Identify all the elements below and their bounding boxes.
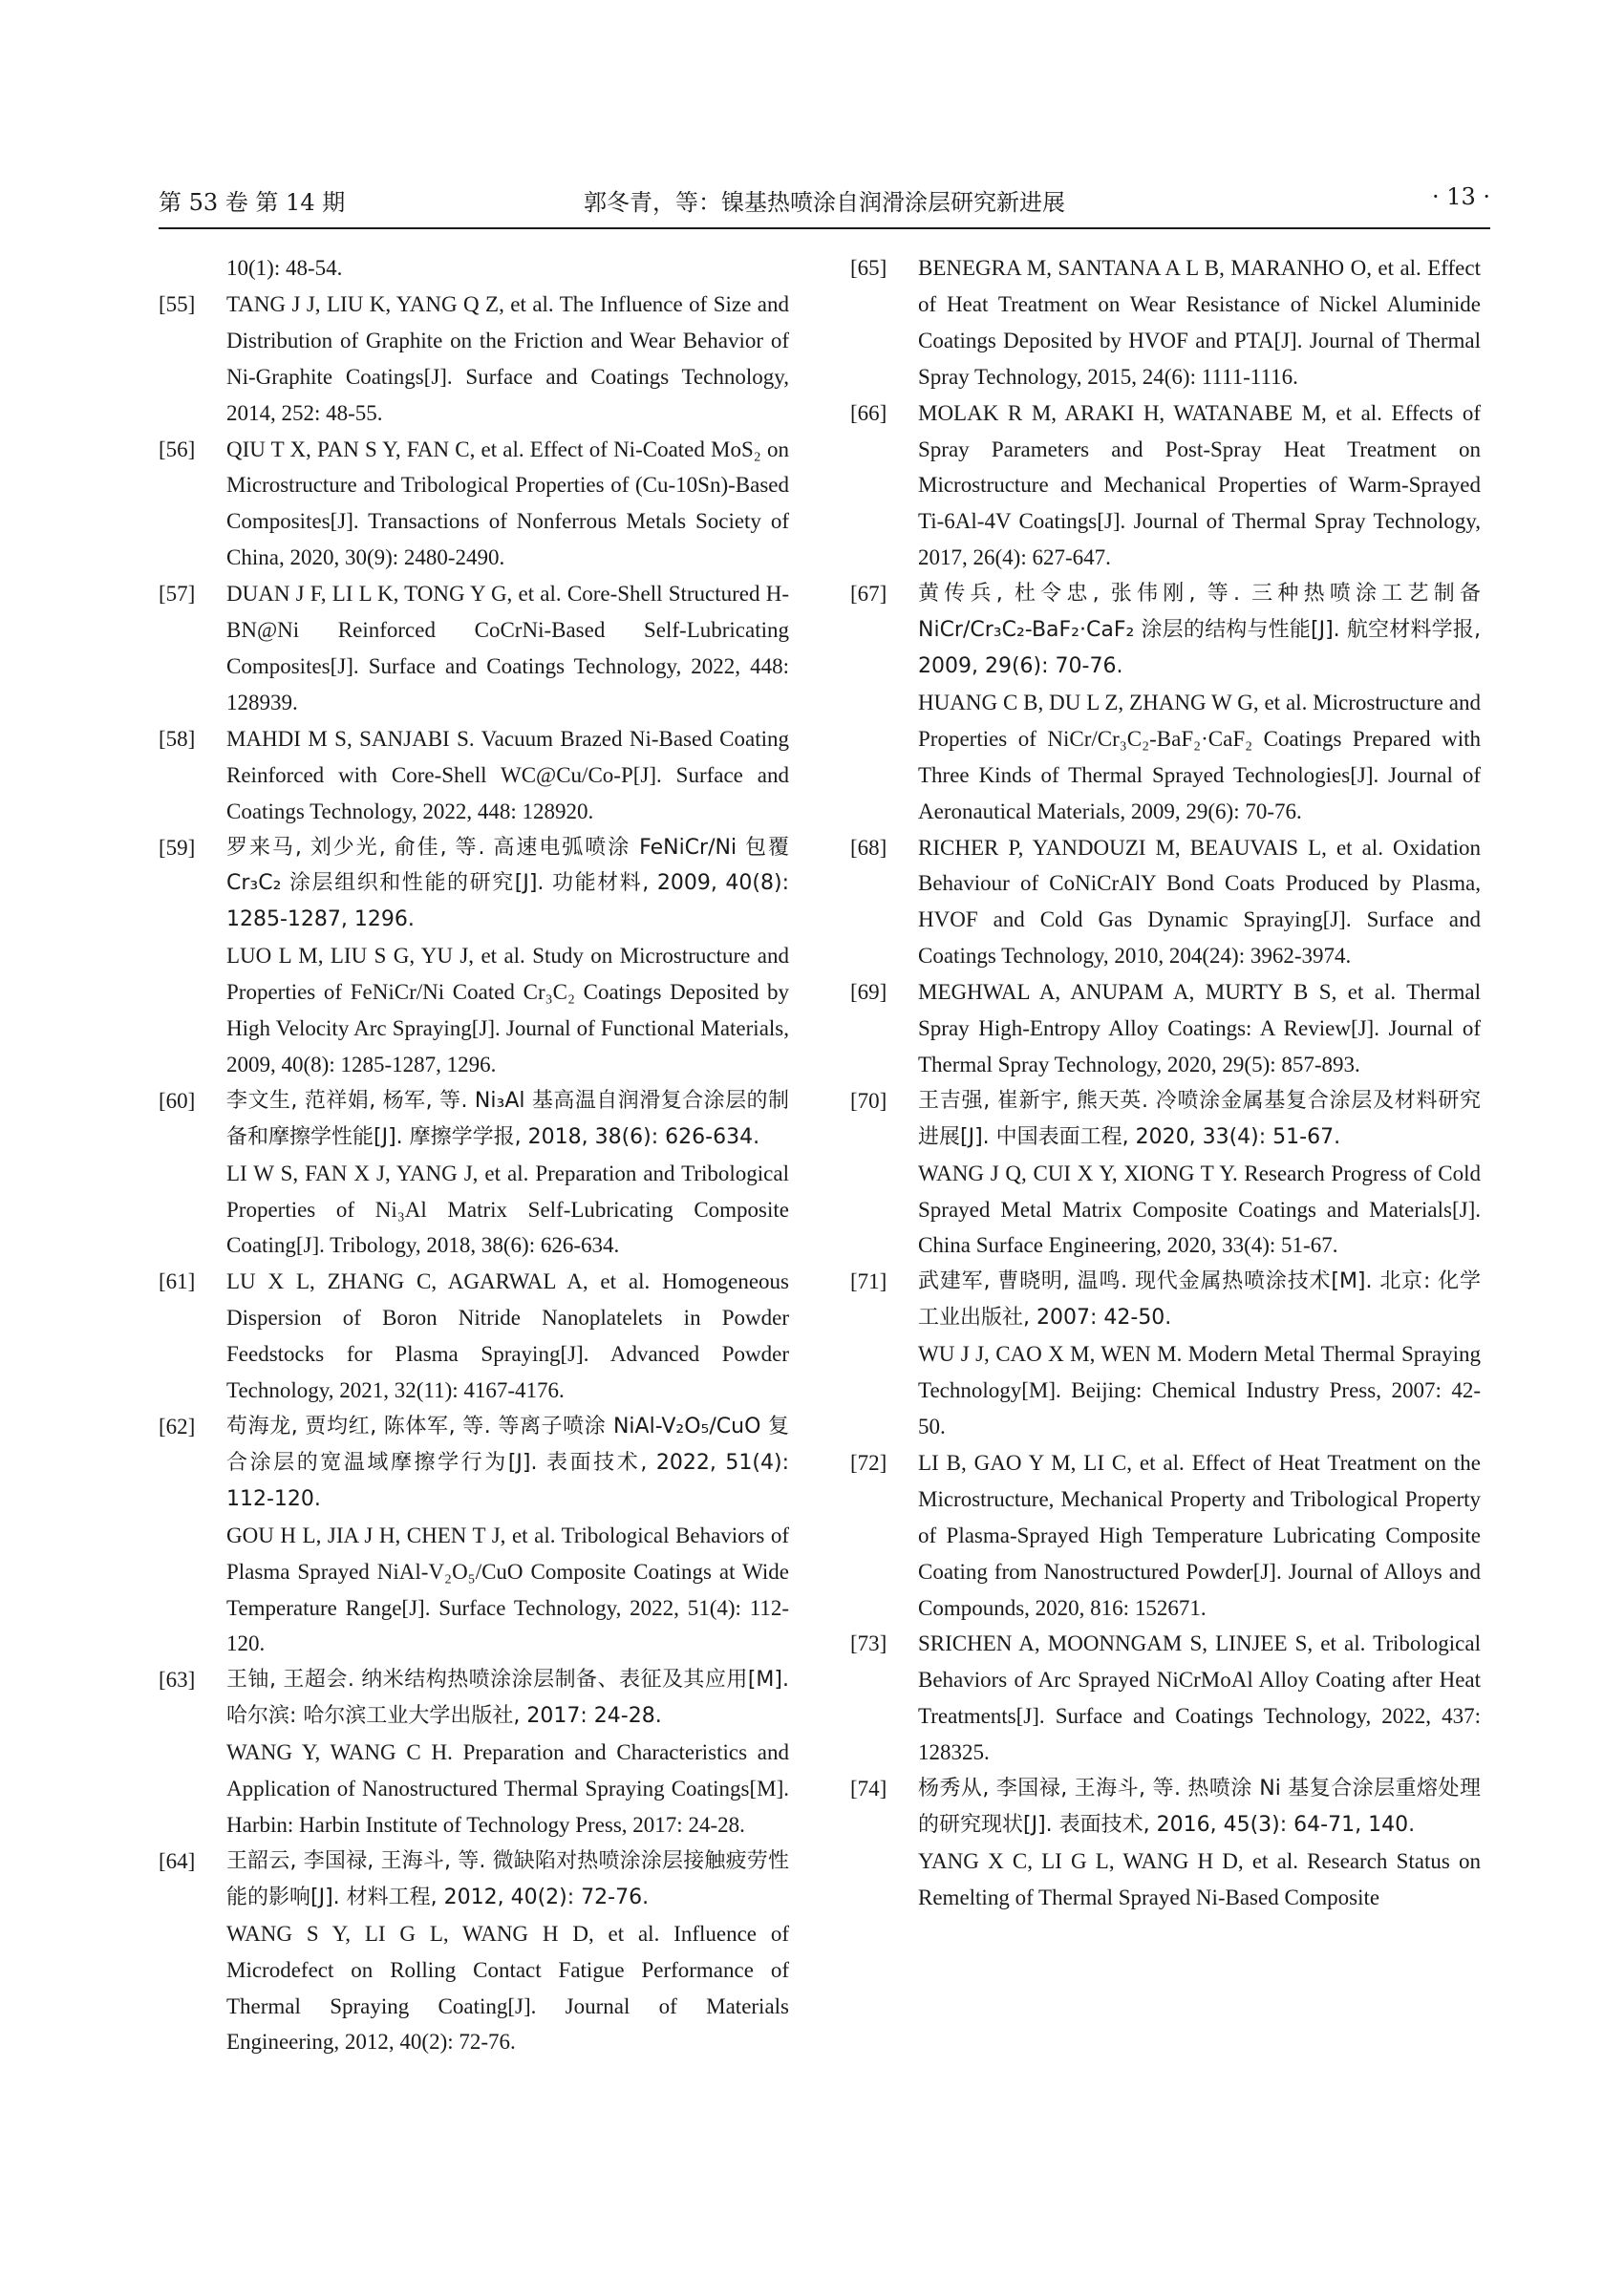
- reference-item: [159, 1409, 789, 1662]
- reference-item: [159, 1264, 789, 1409]
- running-title: 郭冬青，等：镍基热喷涂自润滑涂层研究新进展: [584, 189, 1065, 216]
- reference-text-chinese: 罗来马, 刘少光, 俞佳, 等. 高速电弧喷涂 FeNiCr/Ni 包覆 Cr₃C₂ 涂层组织和性能的研究[J]. 功能材料, 2009, 40(8): 1285-1287, 1296.: [226, 835, 789, 932]
- reference-text-english: HUANG C B, DU L Z, ZHANG W G, et al. Microstructure and Properties of NiCr/Cr₃C₂-BaF₂·CaF₂ Coatings Prepared with Three Kinds of Thermal Sprayed Technologies[J]. Journal of Aeronautical Materials, 2009, 29(6): 70-76.: [918, 690, 1481, 823]
- reference-number: [65]: [850, 256, 887, 280]
- reference-item: [850, 1445, 1481, 1627]
- reference-text-chinese: 王韶云, 李国禄, 王海斗, 等. 微缺陷对热喷涂涂层接触疲劳性能的影响[J]. 材料工程, 2012, 40(2): 72-76.: [226, 1848, 789, 1909]
- reference-number: [68]: [850, 835, 887, 860]
- reference-number: [63]: [159, 1668, 196, 1693]
- reference-item: [850, 1264, 1481, 1445]
- reference-item: [159, 830, 789, 1083]
- reference-item: [159, 721, 789, 830]
- reference-number: [56]: [159, 437, 196, 461]
- reference-number: [60]: [159, 1088, 196, 1113]
- left-reference-column: [159, 250, 789, 2060]
- reference-text-chinese: 苟海龙, 贾均红, 陈体军, 等. 等离子喷涂 NiAl-V₂O₅/CuO 复合涂层的宽温域摩擦学行为[J]. 表面技术, 2022, 51(4): 112-120.: [226, 1415, 789, 1511]
- reference-text-english: WANG Y, WANG C H. Preparation and Characteristics and Application of Nanostructured Thermal Spraying Coatings[M]. Harbin: Harbin Institute of Technology Press, 2017: 24-28.: [226, 1740, 789, 1837]
- reference-text-english: MOLAK R M, ARAKI H, WATANABE M, et al. Effects of Spray Parameters and Post-Spray Heat Treatment on Microstructure and Mechanical Properties of Warm-Sprayed Ti-6Al-4V Coatings[J]. Journal of Thermal Spray Technology, 2017, 26(4): 627-647.: [918, 400, 1481, 570]
- journal-issue: 第 53 卷 第 14 期: [159, 189, 346, 216]
- reference-item: [850, 830, 1481, 975]
- page-number: · 13 ·: [1431, 183, 1490, 210]
- reference-text-english: WANG S Y, LI G L, WANG H D, et al. Influence of Microdefect on Rolling Contact Fatigue Performance of Thermal Spraying Coating[J]. Journal of Materials Engineering, 2012, 40(2): 72-76.: [226, 1921, 789, 2055]
- reference-text-english: LU X L, ZHANG C, AGARWAL A, et al. Homogeneous Dispersion of Boron Nitride Nanoplatelets in Powder Feedstocks for Plasma Spraying[J]. Advanced Powder Technology, 2021, 32(11): 4167-4176.: [226, 1269, 789, 1403]
- reference-number: [71]: [850, 1269, 887, 1294]
- reference-number: [69]: [850, 980, 887, 1005]
- reference-item: [850, 974, 1481, 1083]
- reference-text-english: DUAN J F, LI L K, TONG Y G, et al. Core-Shell Structured H-BN@Ni Reinforced CoCrNi-Based Self-Lubricating Composites[J]. Surface and Coatings Technology, 2022, 448: 128939.: [226, 582, 789, 714]
- reference-text-english: YANG X C, LI G L, WANG H D, et al. Research Status on Remelting of Thermal Sprayed Ni-Based Composite: [918, 1848, 1481, 1909]
- reference-item: [159, 287, 789, 432]
- reference-number: [74]: [850, 1777, 887, 1801]
- reference-text-chinese: 黄传兵, 杜令忠, 张伟刚, 等. 三种热喷涂工艺制备 NiCr/Cr₃C₂-BaF₂·CaF₂ 涂层的结构与性能[J]. 航空材料学报, 2009, 29(6): 70-76.: [918, 582, 1481, 678]
- reference-item: [159, 250, 789, 287]
- reference-number: [67]: [850, 582, 887, 607]
- reference-item: [850, 1626, 1481, 1771]
- reference-text-english: GOU H L, JIA J H, CHEN T J, et al. Tribological Behaviors of Plasma Sprayed NiAl-V₂O₅/CuO Composite Coatings at Wide Temperature Range[J]. Surface Technology, 2022, 51(4): 112-120.: [226, 1523, 789, 1656]
- reference-item: [850, 1083, 1481, 1265]
- reference-number: [59]: [159, 835, 196, 860]
- reference-item: [159, 1662, 789, 1843]
- right-reference-column: [850, 250, 1481, 1916]
- reference-item: [850, 1771, 1481, 1916]
- reference-text-chinese: 王吉强, 崔新宇, 熊天英. 冷喷涂金属基复合涂层及材料研究进展[J]. 中国表面工程, 2020, 33(4): 51-67.: [918, 1088, 1481, 1149]
- reference-item: [850, 395, 1481, 577]
- reference-number: [70]: [850, 1088, 887, 1113]
- reference-item: [159, 1843, 789, 2060]
- reference-text-chinese: 武建军, 曹晓明, 温鸣. 现代金属热喷涂技术[M]. 北京: 化学工业出版社, 2007: 42-50.: [918, 1269, 1481, 1331]
- reference-item: [159, 432, 789, 577]
- reference-text-english: QIU T X, PAN S Y, FAN C, et al. Effect of Ni-Coated MoS₂ on Microstructure and Tribological Properties of (Cu-10Sn)-Based Composites[J]. Transactions of Nonferrous Metals Society of China, 2020, 30(9): 2480-2490.: [226, 437, 789, 570]
- reference-text-english: LI B, GAO Y M, LI C, et al. Effect of Heat Treatment on the Microstructure, Mechanical Property and Tribological Property of Plasma-Sprayed High Temperature Lubricating Composite Coating from Nanostructured Powder[J]. Journal of Alloys and Compounds, 2020, 816: 152671.: [918, 1450, 1481, 1620]
- reference-text-english: RICHER P, YANDOUZI M, BEAUVAIS L, et al. Oxidation Behaviour of CoNiCrAlY Bond Coats Produced by Plasma, HVOF and Cold Gas Dynamic Spraying[J]. Surface and Coatings Technology, 2010, 204(24): 3962-3974.: [918, 835, 1481, 969]
- reference-item: [850, 250, 1481, 395]
- reference-number: [58]: [159, 726, 196, 751]
- reference-text-english: MEGHWAL A, ANUPAM A, MURTY B S, et al. Thermal Spray High-Entropy Alloy Coatings: A Review[J]. Journal of Thermal Spray Technology, 2020, 29(5): 857-893.: [918, 980, 1481, 1076]
- reference-item: [159, 576, 789, 721]
- reference-text-english: BENEGRA M, SANTANA A L B, MARANHO O, et al. Effect of Heat Treatment on Wear Resistance of Nickel Aluminide Coatings Deposited by HVOF and PTA[J]. Journal of Thermal Spray Technology, 2015, 24(6): 1111-1116.: [918, 256, 1481, 389]
- reference-number: [55]: [159, 291, 196, 316]
- page-header: [159, 180, 1490, 229]
- reference-text-english: WU J J, CAO X M, WEN M. Modern Metal Thermal Spraying Technology[M]. Beijing: Chemical Industry Press, 2007: 42-50.: [918, 1342, 1481, 1438]
- reference-text-chinese: 李文生, 范祥娟, 杨军, 等. Ni₃Al 基高温自润滑复合涂层的制备和摩擦学性能[J]. 摩擦学学报, 2018, 38(6): 626-634.: [226, 1088, 789, 1149]
- reference-text-english: WANG J Q, CUI X Y, XIONG T Y. Research Progress of Cold Sprayed Metal Matrix Composite Coatings and Materials[J]. China Surface Engineering, 2020, 33(4): 51-67.: [918, 1161, 1481, 1258]
- reference-text-chinese: 杨秀从, 李国禄, 王海斗, 等. 热喷涂 Ni 基复合涂层重熔处理的研究现状[J]. 表面技术, 2016, 45(3): 64-71, 140.: [918, 1777, 1481, 1837]
- reference-number: [73]: [850, 1631, 887, 1656]
- reference-number: [61]: [159, 1269, 196, 1294]
- reference-number: [57]: [159, 582, 196, 607]
- reference-text-english: 10(1): 48-54.: [226, 256, 343, 280]
- reference-number: [62]: [159, 1415, 196, 1438]
- reference-item: [850, 576, 1481, 829]
- reference-number: [66]: [850, 400, 887, 425]
- reference-text-english: MAHDI M S, SANJABI S. Vacuum Brazed Ni-Based Coating Reinforced with Core-Shell WC@Cu/Co-P[J]. Surface and Coatings Technology, 2022, 448: 128920.: [226, 726, 789, 823]
- reference-text-chinese: 王铀, 王超会. 纳米结构热喷涂涂层制备、表征及其应用[M]. 哈尔滨: 哈尔滨工业大学出版社, 2017: 24-28.: [226, 1668, 789, 1729]
- reference-number: [72]: [850, 1450, 887, 1475]
- reference-text-english: LUO L M, LIU S G, YU J, et al. Study on Microstructure and Properties of FeNiCr/Ni Coated Cr₃C₂ Coatings Deposited by High Velocity Arc Spraying[J]. Journal of Functional Materials, 2009, 40(8): 1285-1287, 1296.: [226, 944, 789, 1076]
- reference-text-english: LI W S, FAN X J, YANG J, et al. Preparation and Tribological Properties of Ni₃Al Matrix Self-Lubricating Composite Coating[J]. Tribology, 2018, 38(6): 626-634.: [226, 1161, 789, 1258]
- reference-number: [64]: [159, 1848, 196, 1873]
- reference-item: [159, 1083, 789, 1265]
- reference-text-english: SRICHEN A, MOONNGAM S, LINJEE S, et al. Tribological Behaviors of Arc Sprayed NiCrMoAl Alloy Coating after Heat Treatments[J]. Surface and Coatings Technology, 2022, 437: 128325.: [918, 1631, 1481, 1765]
- reference-text-english: TANG J J, LIU K, YANG Q Z, et al. The Influence of Size and Distribution of Graphite on the Friction and Wear Behavior of Ni-Graphite Coatings[J]. Surface and Coatings Technology, 2014, 252: 48-55.: [226, 291, 789, 425]
